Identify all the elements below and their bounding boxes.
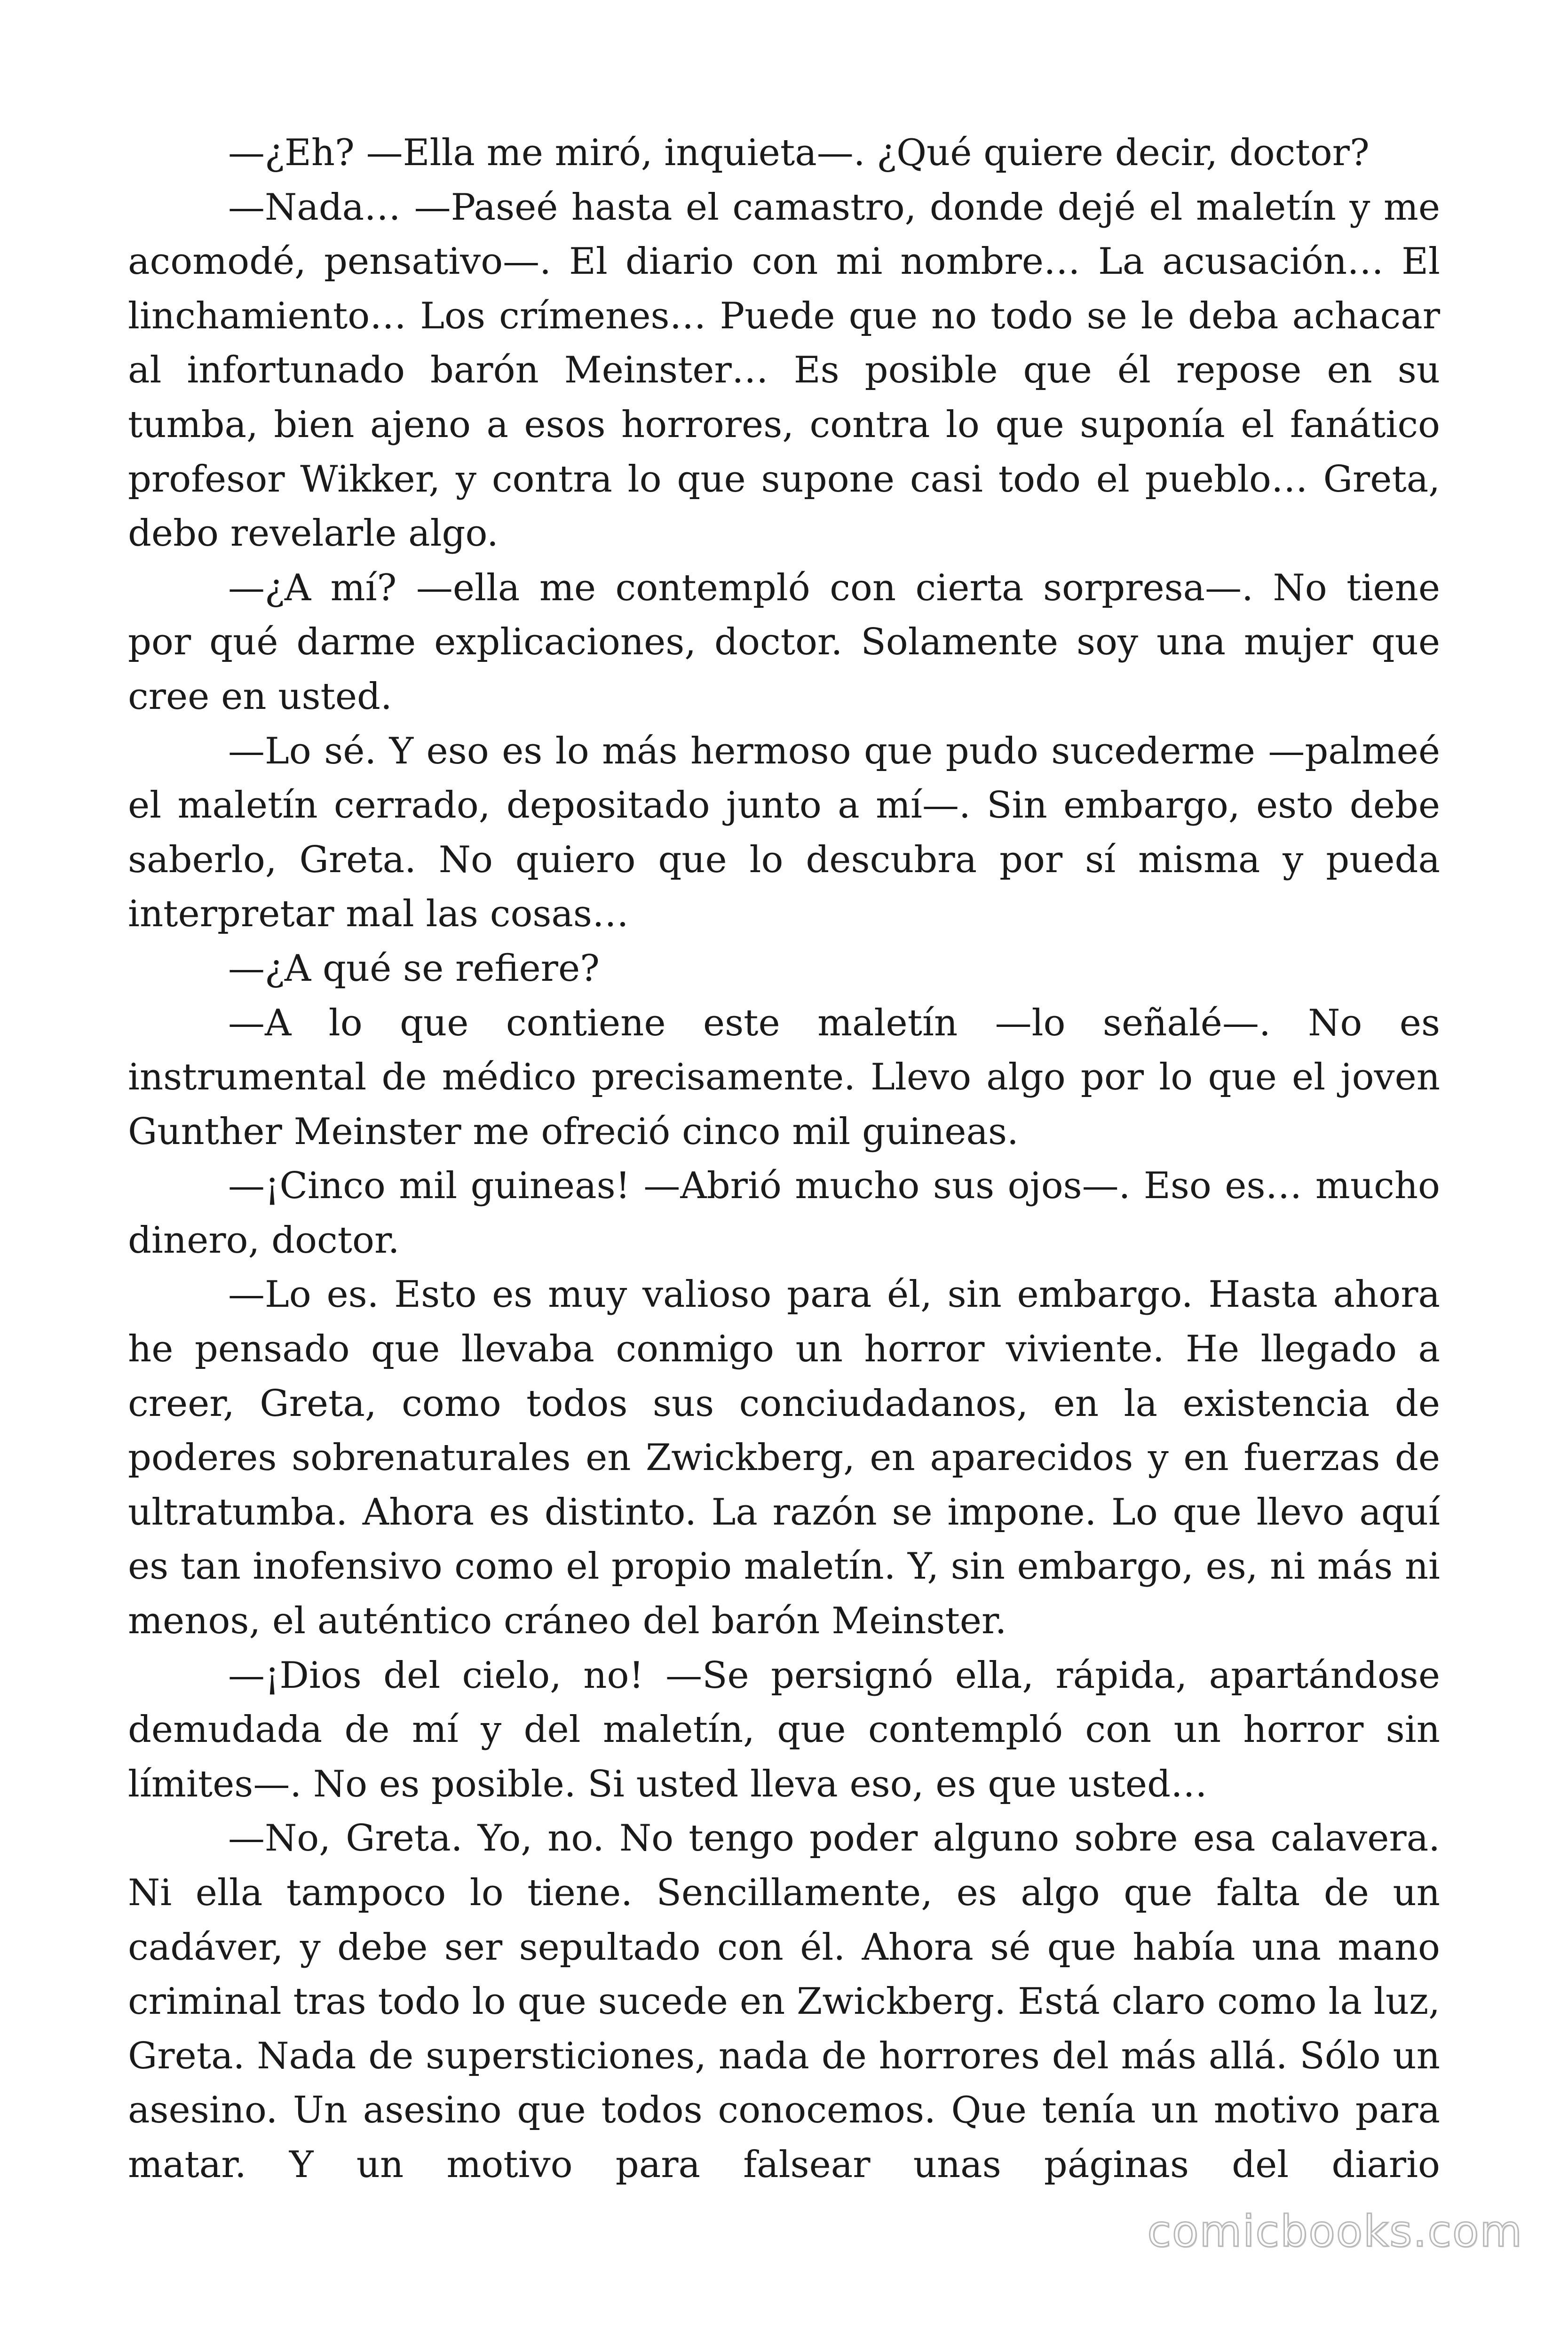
paragraph-9: —¡Dios del cielo, no! —Se persignó ella, rápida, apartándose demudada de mí y del maletín, que contempló con un horror sin límites—. No es posible. Si usted lleva eso, es que usted… — [128, 1654, 1440, 1805]
paragraph-3: —¿A mí? —ella me contempló con cierta sorpresa—. No tiene por qué darme explicaciones, doctor. Solamente soy una mujer que cree en usted. — [128, 566, 1440, 718]
watermark: comicbooks.com — [1147, 2206, 1523, 2257]
paragraph-5: —¿A qué se refiere? — [228, 947, 600, 990]
paragraph-6: —A lo que contiene este maletín —lo señalé—. No es instrumental de médico precisamente. Llevo algo por lo que el joven Gunther Meinster me ofreció cinco mil guineas. — [128, 1001, 1440, 1153]
paragraph-1: —¿Eh? —Ella me miró, inquieta—. ¿Qué quiere decir, doctor? — [228, 132, 1370, 174]
paragraph-10: —No, Greta. Yo, no. No tengo poder alguno sobre esa calavera. Ni ella tampoco lo tiene. Sencillamente, es algo que falta de un cadáver, y debe ser sepultado con él. Ahora sé que había una mano criminal tras todo lo que sucede en Zwickberg. Está claro como la luz, Greta. Nada de supersticiones, nada de horrores del más allá. Sólo un asesino. Un asesino que todos conocemos. Que tenía un motivo para matar. Y un motivo para falsear unas páginas del diario — [128, 1817, 1440, 2186]
paragraph-4: —Lo sé. Y eso es lo más hermoso que pudo sucederme —palmeé el maletín cerrado, depositado junto a mí—. Sin embargo, esto debe saberlo, Greta. No quiero que lo descubra por sí misma y pueda interpretar mal las cosas… — [128, 730, 1440, 936]
paragraph-2: —Nada… —Paseé hasta el camastro, donde dejé el maletín y me acomodé, pensativo—. El diario con mi nombre… La acusación… El linchamiento… Los crímenes… Puede que no todo se le deba achacar al infortunado barón Meinster… Es posible que él repose en su tumba, bien ajeno a esos horrores, contra lo que suponía el fanático profesor Wikker, y contra lo que supone casi todo el pueblo… Greta, debo revelarle algo. — [128, 186, 1440, 555]
paragraph-7: —¡Cinco mil guineas! —Abrió mucho sus ojos—. Eso es… mucho dinero, doctor. — [128, 1165, 1440, 1262]
page-body — [128, 126, 1440, 2193]
paragraph-8: —Lo es. Esto es muy valioso para él, sin embargo. Hasta ahora he pensado que llevaba conmigo un horror viviente. He llegado a creer, Greta, como todos sus conciudadanos, en la existencia de poderes sobrenaturales en Zwickberg, en aparecidos y en fuerzas de ultratumba. Ahora es distinto. La razón se impone. Lo que llevo aquí es tan inofensivo como el propio maletín. Y, sin embargo, es, ni más ni menos, el auténtico cráneo del barón Meinster. — [128, 1273, 1440, 1643]
